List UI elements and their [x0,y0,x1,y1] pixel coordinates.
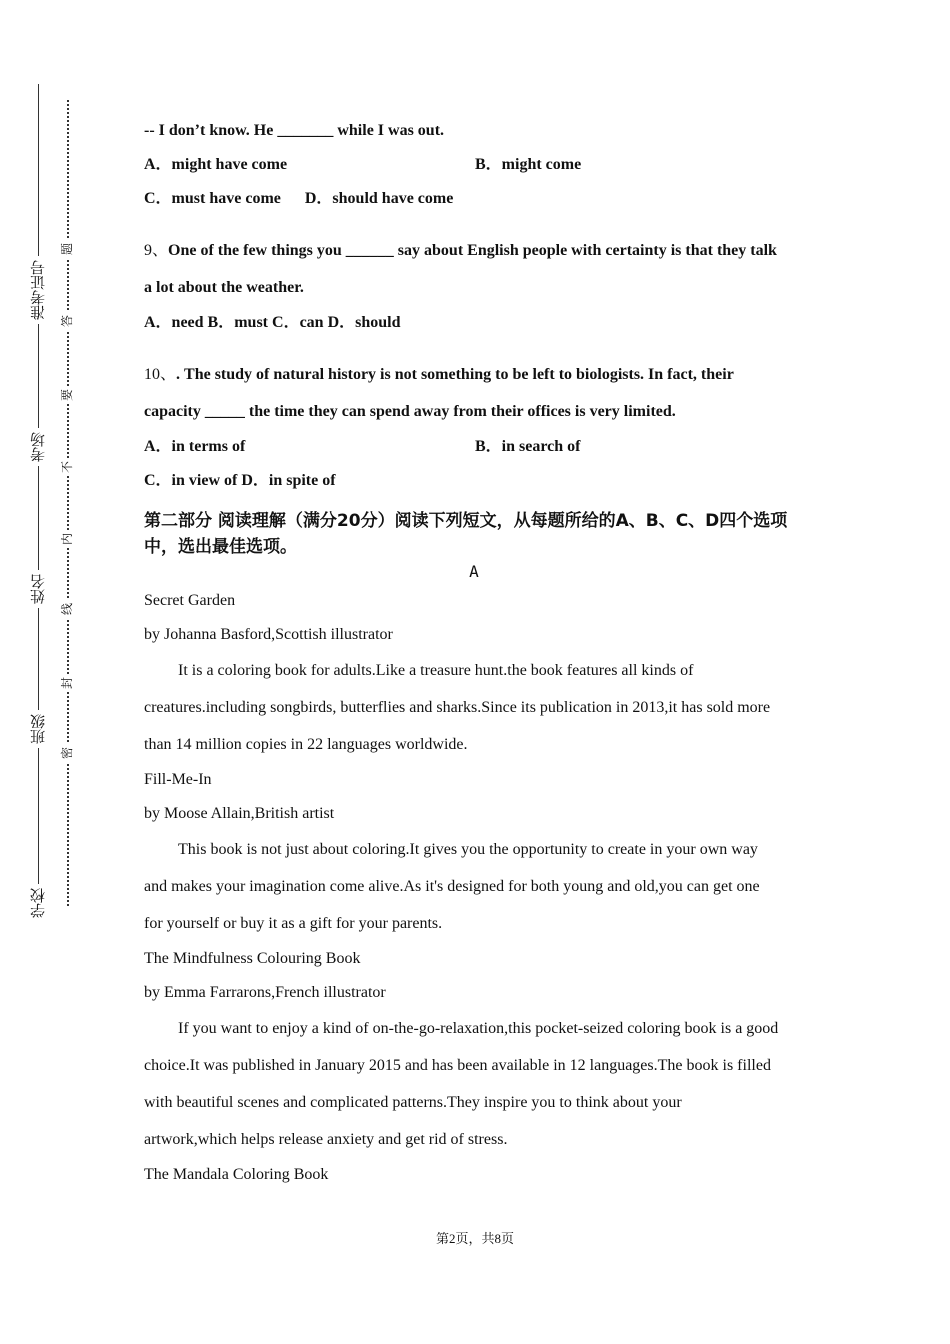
book1-paragraph-line1: It is a coloring book for adults.Like a treasure hunt.the book features all kinds of [178,662,694,679]
seal-char-bu: 不 [58,458,76,476]
q10-options-cd: C．in view of D．in spite of [144,472,336,489]
q8-option-c: C．must have come [144,190,281,207]
book2-author: by Moose Allain,British artist [144,805,335,822]
q8-options-row1 [144,148,812,182]
book1-title: Secret Garden [144,592,236,609]
book2-paragraph-line1: This book is not just about coloring.It gives you the opportunity to create in your own way [178,841,758,858]
book3-paragraph-line1: If you want to enjoy a kind of on-the-go-relaxation,this pocket-seized coloring book is a good [178,1020,779,1037]
q10-stem-line1 [144,356,812,393]
school-label: 学校 [30,884,48,922]
q8-option-a: A．might have come [144,156,288,173]
q10-options-row1 [144,430,812,464]
exam-room-label: 考场 [30,428,48,466]
seal-char-nei: 内 [58,530,76,548]
book1-paragraph-line2: creatures.including songbirds, butterflies and sharks.Since its publication in 2013,it has sold more [144,699,771,716]
page-footer: 第2页，共8页 [435,1231,514,1246]
q8-stem: -- I don’t know. He _______ while I was out. [144,122,445,139]
book2-title: Fill-Me-In [144,771,212,788]
book3-paragraph-line2: choice.It was published in January 2015 and has been available in 12 languages.The book is filled [144,1057,771,1074]
seal-char-ti: 题 [58,240,76,258]
admission-number-label: 准考证号 [30,256,48,324]
book2-paragraph-line3: for yourself or buy it as a gift for your parents. [144,915,443,932]
passage-label: A [469,562,479,581]
q10-option-a: A．in terms of [144,438,246,455]
seal-char-xian: 线 [58,600,76,618]
book4-title: The Mandala Coloring Book [144,1166,329,1183]
book1-paragraph-line3: than 14 million copies in 22 languages worldwide. [144,736,468,753]
binding-dotted-line [67,100,69,906]
q10-stem-text: . The study of natural history is not something to be left to biologists. In fact, their [176,366,734,383]
q9-stem-text: One of the few things you ______ say about English people with certainty is that they talk [168,242,777,259]
book3-paragraph-line4: artwork,which helps release anxiety and get rid of stress. [144,1131,508,1148]
book3-title: The Mindfulness Colouring Book [144,950,361,967]
page-content [144,114,812,1192]
q8-option-b: B．might come [475,156,582,173]
seal-char-da: 答 [58,312,76,330]
name-label: 姓名 [30,570,48,608]
seal-char-yao: 要 [58,386,76,404]
class-label: 班级 [30,710,48,748]
book3-author: by Emma Farrarons,French illustrator [144,984,386,1001]
binding-margin [0,0,110,1344]
section-heading: 第二部分 阅读理解（满分20分）阅读下列短文，从每题所给的A、B、C、D四个选项中，选出最佳选项。 [144,511,788,557]
book1-author: by Johanna Basford,Scottish illustrator [144,626,393,643]
q9-options: A．need B．must C．can D．should [144,314,401,331]
book3-paragraph-line3: with beautiful scenes and complicated patterns.They inspire you to think about your [144,1094,682,1111]
q10-number: 10、 [144,366,177,383]
q9-stem-line2: a lot about the weather. [144,279,304,296]
q9-stem-line1 [144,232,812,269]
book2-paragraph-line2: and makes your imagination come alive.As it's designed for both young and old,you can get one [144,878,760,895]
q9-number: 9、 [144,242,169,259]
seal-char-feng: 封 [58,674,76,692]
q8-options-row2 [144,182,812,216]
binding-solid-line [38,84,39,922]
q10-option-b: B．in search of [475,438,581,455]
seal-char-mi: 密 [58,744,76,762]
q10-stem-line2: capacity _____ the time they can spend away from their offices is very limited. [144,403,676,420]
q8-option-d: D．should have come [304,190,454,207]
